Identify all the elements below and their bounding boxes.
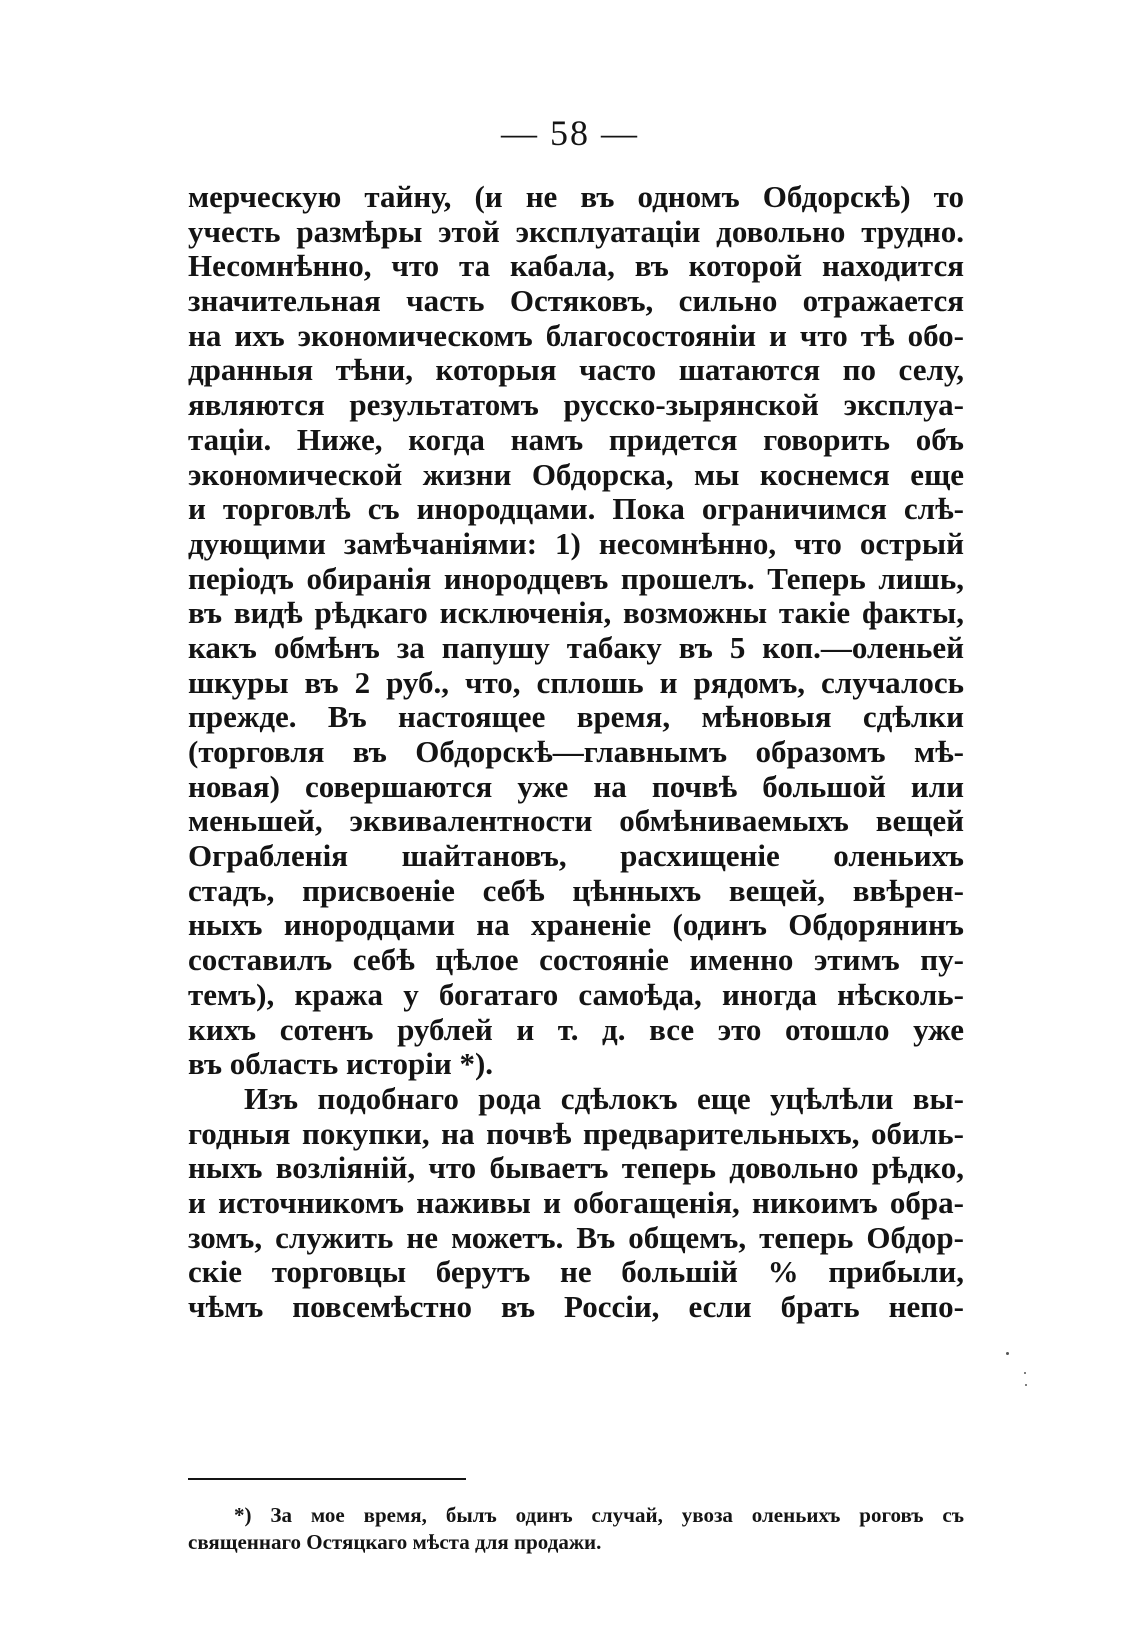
text-line: дующими замѣчаніями: 1) несомнѣнно, что острый — [188, 526, 964, 561]
text-line: темъ), кража у богатаго самоѣда, иногда нѣсколь- — [188, 977, 964, 1012]
text-line: меньшей, эквивалентности обмѣниваемыхъ вещей — [188, 804, 964, 839]
print-speck — [1024, 1372, 1026, 1374]
text-line: дранныя тѣни, которыя часто шатаются по селу, — [188, 353, 964, 388]
page-number: — 58 — — [501, 113, 639, 153]
text-line: Несомнѣнно, что та кабала, въ которой находится — [188, 249, 964, 284]
text-line: годныя покупки, на почвѣ предварительныхъ, обиль- — [188, 1116, 964, 1151]
body-text — [188, 180, 964, 1325]
text-line: шкуры въ 2 руб., что, сплошь и рядомъ, случалось — [188, 665, 964, 700]
text-line: въ область исторіи *). — [188, 1047, 494, 1082]
text-line: Ограбленія шайтановъ, расхищеніе оленьихъ — [188, 839, 964, 874]
print-speck — [1006, 1352, 1009, 1355]
text-line: составилъ себѣ цѣлое состояніе именно этимъ пу- — [188, 943, 964, 978]
text-line: періодъ обиранія инородцевъ прошелъ. Теперь лишь, — [188, 561, 964, 596]
text-line: таціи. Ниже, когда намъ придется говорить объ — [188, 422, 964, 457]
text-line: на ихъ экономическомъ благосостояніи и что тѣ обо- — [188, 318, 964, 353]
footnote-line: священнаго Остяцкаго мѣста для продажи. — [188, 1530, 602, 1554]
footnote — [188, 1502, 964, 1556]
text-line: и торговлѣ съ инородцами. Пока ограничимся слѣ- — [188, 492, 964, 527]
text-line: ныхъ инородцами на храненіе (одинъ Обдорянинъ — [188, 908, 964, 943]
text-line: (торговля въ Обдорскѣ—главнымъ образомъ мѣ- — [188, 735, 964, 769]
print-speck — [1025, 1384, 1027, 1386]
text-line: прежде. Въ настоящее время, мѣновыя сдѣлки — [188, 700, 964, 735]
text-line: новая) совершаются уже на почвѣ большой или — [188, 769, 964, 804]
text-line: мерческую тайну, (и не въ одномъ Обдорскѣ) то — [188, 180, 964, 214]
text-line: какъ обмѣнъ за папушу табаку въ 5 коп.—оленьей — [188, 630, 964, 665]
footnote-divider — [188, 1478, 466, 1480]
text-line: чѣмъ повсемѣстно въ Россіи, если брать непо- — [188, 1290, 964, 1324]
text-line: скіе торговцы берутъ не большій % прибыли, — [188, 1255, 964, 1290]
text-line: зомъ, служить не можетъ. Въ общемъ, теперь Обдор- — [188, 1220, 964, 1255]
text-line: значительная часть Остяковъ, сильно отражается — [188, 284, 964, 319]
text-line: учесть размѣры этой эксплуатаціи довольно трудно. — [188, 214, 964, 249]
text-line: ныхъ возліяній, что бываетъ теперь довольно рѣдко, — [188, 1151, 964, 1186]
text-line: стадъ, присвоеніе себѣ цѣнныхъ вещей, ввѣрен- — [188, 873, 964, 908]
paragraph-start-line: Изъ подобнаго рода сдѣлокъ еще уцѣлѣли вы- — [244, 1081, 964, 1116]
text-line: являются результатомъ русско-зырянской эксплуа- — [188, 388, 964, 423]
text-line: экономической жизни Обдорска, мы коснемся еще — [188, 457, 964, 492]
text-line: и источникомъ наживы и обогащенія, никоимъ обра- — [188, 1185, 964, 1220]
text-line: кихъ сотенъ рублей и т. д. все это отошло уже — [188, 1012, 964, 1047]
footnote-line: *) За мое время, былъ одинъ случай, увоза оленьихъ роговъ съ — [234, 1503, 964, 1527]
text-line: въ видѣ рѣдкаго исключенія, возможны такіе факты, — [188, 596, 964, 631]
